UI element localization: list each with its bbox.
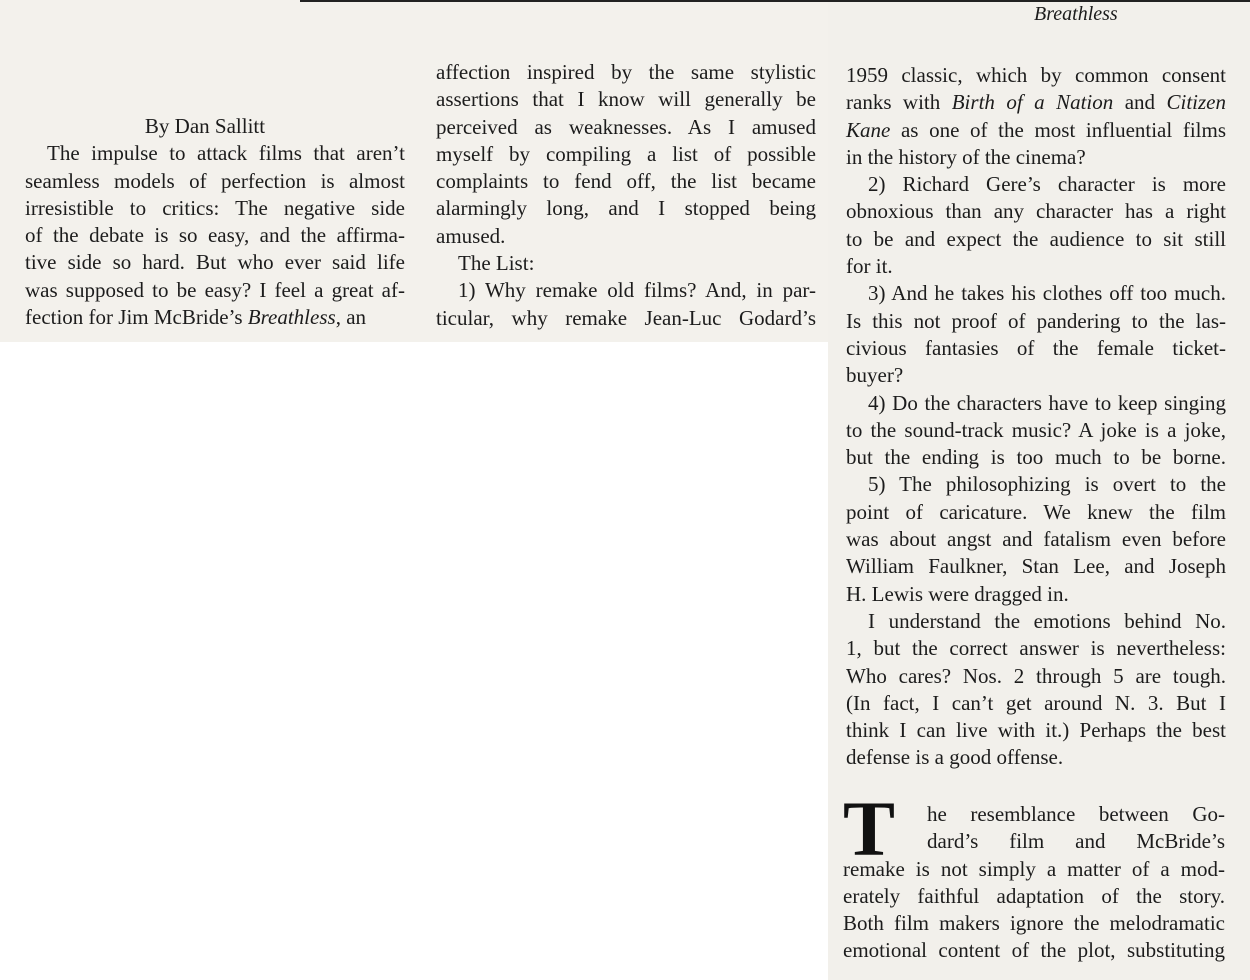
text-line: Who cares? Nos. 2 through 5 are tough. (846, 663, 1226, 688)
text-span: and (1124, 90, 1156, 115)
list-item-5: 5) The philosophizing is overt to the (868, 472, 1226, 497)
text-line: to be and expect the audience to sit still (846, 226, 1226, 251)
text-line: 1, but the correct answer is nevertheless: (846, 636, 1226, 661)
text-line: think I can live with it.) Perhaps the best (846, 718, 1226, 743)
text-line: Both film makers ignore the melodramatic (843, 911, 1225, 936)
text-line: obnoxious than any character has a right (846, 199, 1226, 224)
text-line: remake is not simply a matter of a mod- (843, 856, 1225, 881)
list-item-2: 2) Richard Gere’s character is more (868, 172, 1226, 197)
text-line: to the sound-track music? A joke is a joke, (846, 417, 1226, 442)
text-line: for it. (846, 254, 893, 279)
column-2 (436, 59, 816, 332)
text-line: of the debate is so easy, and the affirma- (25, 223, 405, 248)
text-line (846, 117, 1226, 144)
text-line (25, 304, 405, 331)
list-item-1: 1) Why remake old films? And, in par- (458, 278, 816, 303)
text-line: seamless models of perfection is almost (25, 168, 405, 193)
film-title: Breathless (247, 305, 336, 330)
drop-cap: T (843, 785, 896, 872)
text-line: irresistible to critics: The negative side (25, 195, 405, 220)
text-line: I understand the emotions behind No. (868, 608, 1226, 633)
text-line: tive side so hard. But who ever said life (25, 250, 405, 275)
running-head: Breathless (1034, 3, 1118, 25)
text-line: perceived as weaknesses. As I amused (436, 114, 816, 139)
text-line: H. Lewis were dragged in. (846, 581, 1069, 606)
text-line: myself by compiling a list of possible (436, 141, 816, 166)
film-title: Kane (846, 117, 891, 142)
text-line: defense is a good offense. (846, 745, 1064, 770)
text-line: affection inspired by the same stylistic (436, 60, 816, 84)
film-title: Citizen (1166, 90, 1227, 115)
text-line: 1959 classic, which by common consent (846, 63, 1226, 87)
text-line: but the ending is too much to be borne. (846, 445, 1226, 470)
text-line: in the history of the cinema? (846, 144, 1086, 169)
text-span: fection for Jim McBride’s (25, 305, 243, 330)
text-line: he resemblance between Go- (927, 802, 1225, 826)
text-line: The impulse to attack films that aren’t (47, 141, 405, 166)
text-line: (In fact, I can’t get around N. 3. But I (846, 690, 1226, 715)
section-continuation (843, 785, 1225, 965)
list-item-4: 4) Do the characters have to keep singing (868, 390, 1226, 415)
text-line: amused. (436, 223, 506, 248)
text-line: civious fantasies of the female ticket- (846, 335, 1226, 360)
text-span: , an (335, 305, 367, 330)
text-span: as one of the most influential films (900, 117, 1227, 142)
text-line: assertions that I know will generally be (436, 87, 816, 112)
film-title: Birth of a Nation (951, 90, 1114, 115)
text-line: was supposed to be easy? I feel a great af- (25, 277, 405, 302)
text-line: emotional content of the plot, substituting (843, 938, 1225, 963)
text-line: buyer? (846, 363, 904, 388)
text-line: erately faithful adaptation of the story. (843, 883, 1225, 908)
text-line (846, 89, 1226, 116)
list-heading: The List: (458, 251, 535, 276)
text-line: complaints to fend off, the list became (436, 169, 816, 194)
text-line: ticular, why remake Jean-Luc Godard’s (436, 305, 816, 330)
text-line: dard’s film and McBride’s (927, 829, 1225, 854)
column-3 (846, 62, 1226, 772)
text-line: was about angst and fatalism even before (846, 527, 1226, 552)
text-line: Is this not proof of pandering to the las- (846, 308, 1226, 333)
text-line: alarmingly long, and I stopped being (436, 196, 816, 221)
text-line: point of caricature. We knew the film (846, 499, 1226, 524)
column-1 (25, 113, 405, 331)
byline: By Dan Sallitt (144, 114, 266, 138)
list-item-3: 3) And he takes his clothes off too much. (868, 281, 1226, 306)
text-line: William Faulkner, Stan Lee, and Joseph (846, 554, 1226, 579)
text-span: ranks with (846, 90, 941, 115)
